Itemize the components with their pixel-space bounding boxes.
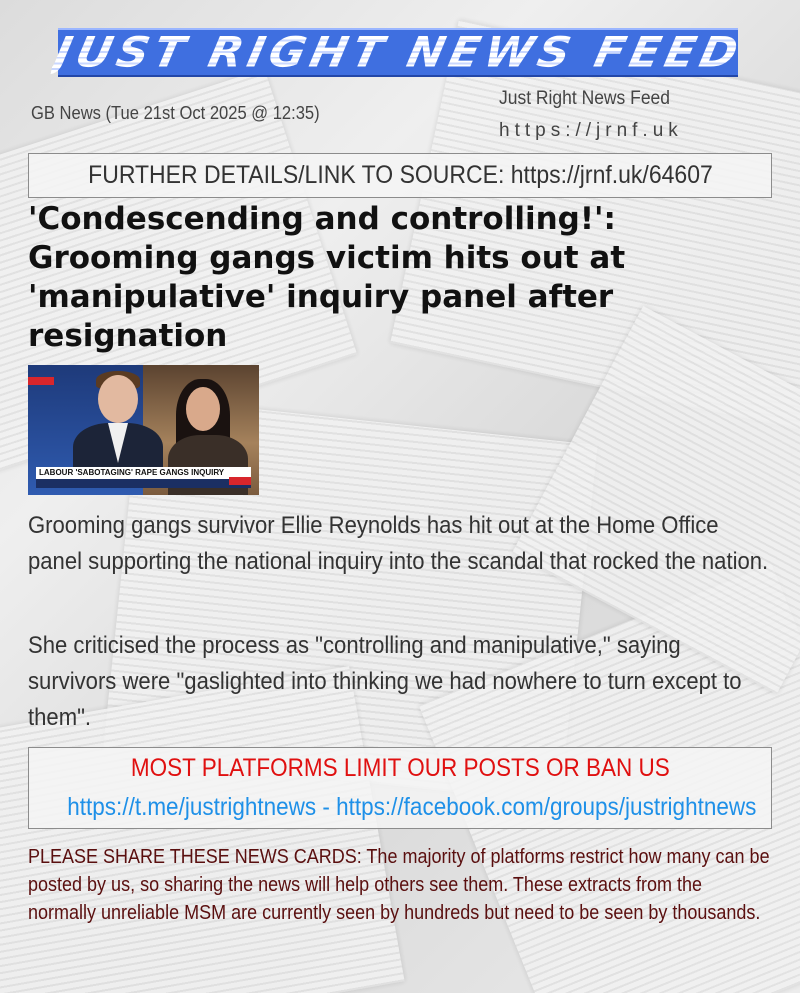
source-and-date: GB News (Tue 21st Oct 2025 @ 12:35) — [31, 103, 320, 123]
article-paragraph-text: Grooming gangs survivor Ellie Reynolds has hit out at the Home Office panel supporting the national inquiry into the scandal that rocked the nation. — [28, 512, 769, 575]
article-headline: 'Condescending and controlling!': Grooming gangs victim hits out at 'manipulative' inquiry panel after resignation — [28, 201, 626, 354]
article-thumbnail — [28, 365, 259, 495]
source-link-text[interactable]: FURTHER DETAILS/LINK TO SOURCE: https://jrnf.uk/64607 — [87, 161, 713, 189]
banner-title: JUST RIGHT NEWS FEED — [49, 27, 747, 77]
article-paragraph — [28, 508, 772, 580]
facebook-link[interactable]: https://facebook.com/groups/justrightnews — [336, 793, 757, 821]
social-links — [29, 793, 771, 822]
channel-tag — [229, 477, 251, 485]
share-appeal — [28, 843, 778, 927]
telegram-link[interactable]: https://t.me/justrightnews — [67, 793, 317, 821]
brand-name: Just Right News Feed — [499, 88, 670, 109]
article-paragraph — [28, 628, 772, 736]
share-appeal-text: PLEASE SHARE THESE NEWS CARDS: The majority of platforms restrict how many can be posted by us, so sharing the news will help others see them. These extracts from the normally unreliable MSM are currently seen by hundreds but need to be seen by thousands. — [28, 846, 770, 924]
brand-banner — [49, 27, 747, 77]
news-substrap — [36, 479, 251, 488]
brand-url[interactable]: https://jrnf.uk — [499, 120, 683, 141]
platform-warning-text: MOST PLATFORMS LIMIT OUR POSTS OR BAN US — [130, 754, 670, 782]
link-separator: - — [316, 793, 337, 821]
article-paragraph-text: She criticised the process as "controlling and manipulative," saying survivors were "gaslighted into thinking we had nowhere to turn except to them". — [28, 632, 742, 731]
social-links-box — [28, 747, 772, 829]
source-link-box[interactable] — [28, 153, 772, 198]
live-badge — [28, 377, 54, 385]
platform-warning — [29, 754, 771, 783]
news-strapline: LABOUR 'SABOTAGING' RAPE GANGS INQUIRY — [36, 467, 251, 479]
